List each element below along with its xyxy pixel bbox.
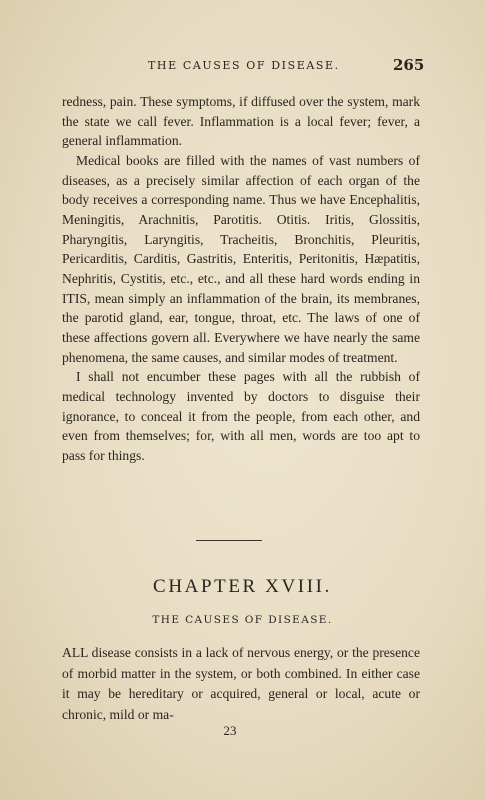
chapter-heading: CHAPTER XVIII. <box>153 576 332 597</box>
paragraph: Medical books are filled with the names of vast numbers of diseases, as a precisely similar affection of each organ of the body receives a corresponding name. Thus we have Encephalitis, Meningitis, Arachnitis, Parotitis. Otitis. Iritis, Glossitis, Pharyngitis, Laryngitis, Tracheitis, Bronchitis, Pleuritis, Pericarditis, Carditis, Gastritis, Enteritis, Peritonitis, Hæpatitis, Nephritis, Cystitis, etc., etc., and all these hard words ending in ITIS, mean simply an inflammation of the brain, its membranes, the parotid gland, ear, tongue, throat, etc. The laws of one of these affections govern all. Everywhere we have nearly the same phenomena, the same causes, and similar modes of treatment. <box>62 152 420 365</box>
section-divider <box>196 540 262 541</box>
running-title: THE CAUSES OF DISEASE. <box>148 59 340 72</box>
chapter-opening-text <box>62 643 420 725</box>
paragraph: I shall not encumber these pages with all the rubbish of medical technology invented by doctors to disguise their ignorance, to conceal it from the people, from each other, and even from themselves; for, with all men, words are too apt to pass for things. <box>62 369 420 463</box>
body-text <box>62 92 420 465</box>
paragraph: ALL disease consists in a lack of nervous energy, or the presence of morbid matter in the system, or both combined. In either case it may be hereditary or acquired, general or local, acute or chronic, mild or ma- <box>62 645 420 722</box>
paragraph: redness, pain. These symptoms, if diffused over the system, mark the state we call fever. Inflammation is a local fever; fever, a general inflammation. <box>62 94 420 149</box>
section-title: THE CAUSES OF DISEASE. <box>152 614 333 626</box>
page-number: 265 <box>393 56 425 74</box>
page-header <box>0 56 485 76</box>
signature-mark: 23 <box>223 723 237 738</box>
